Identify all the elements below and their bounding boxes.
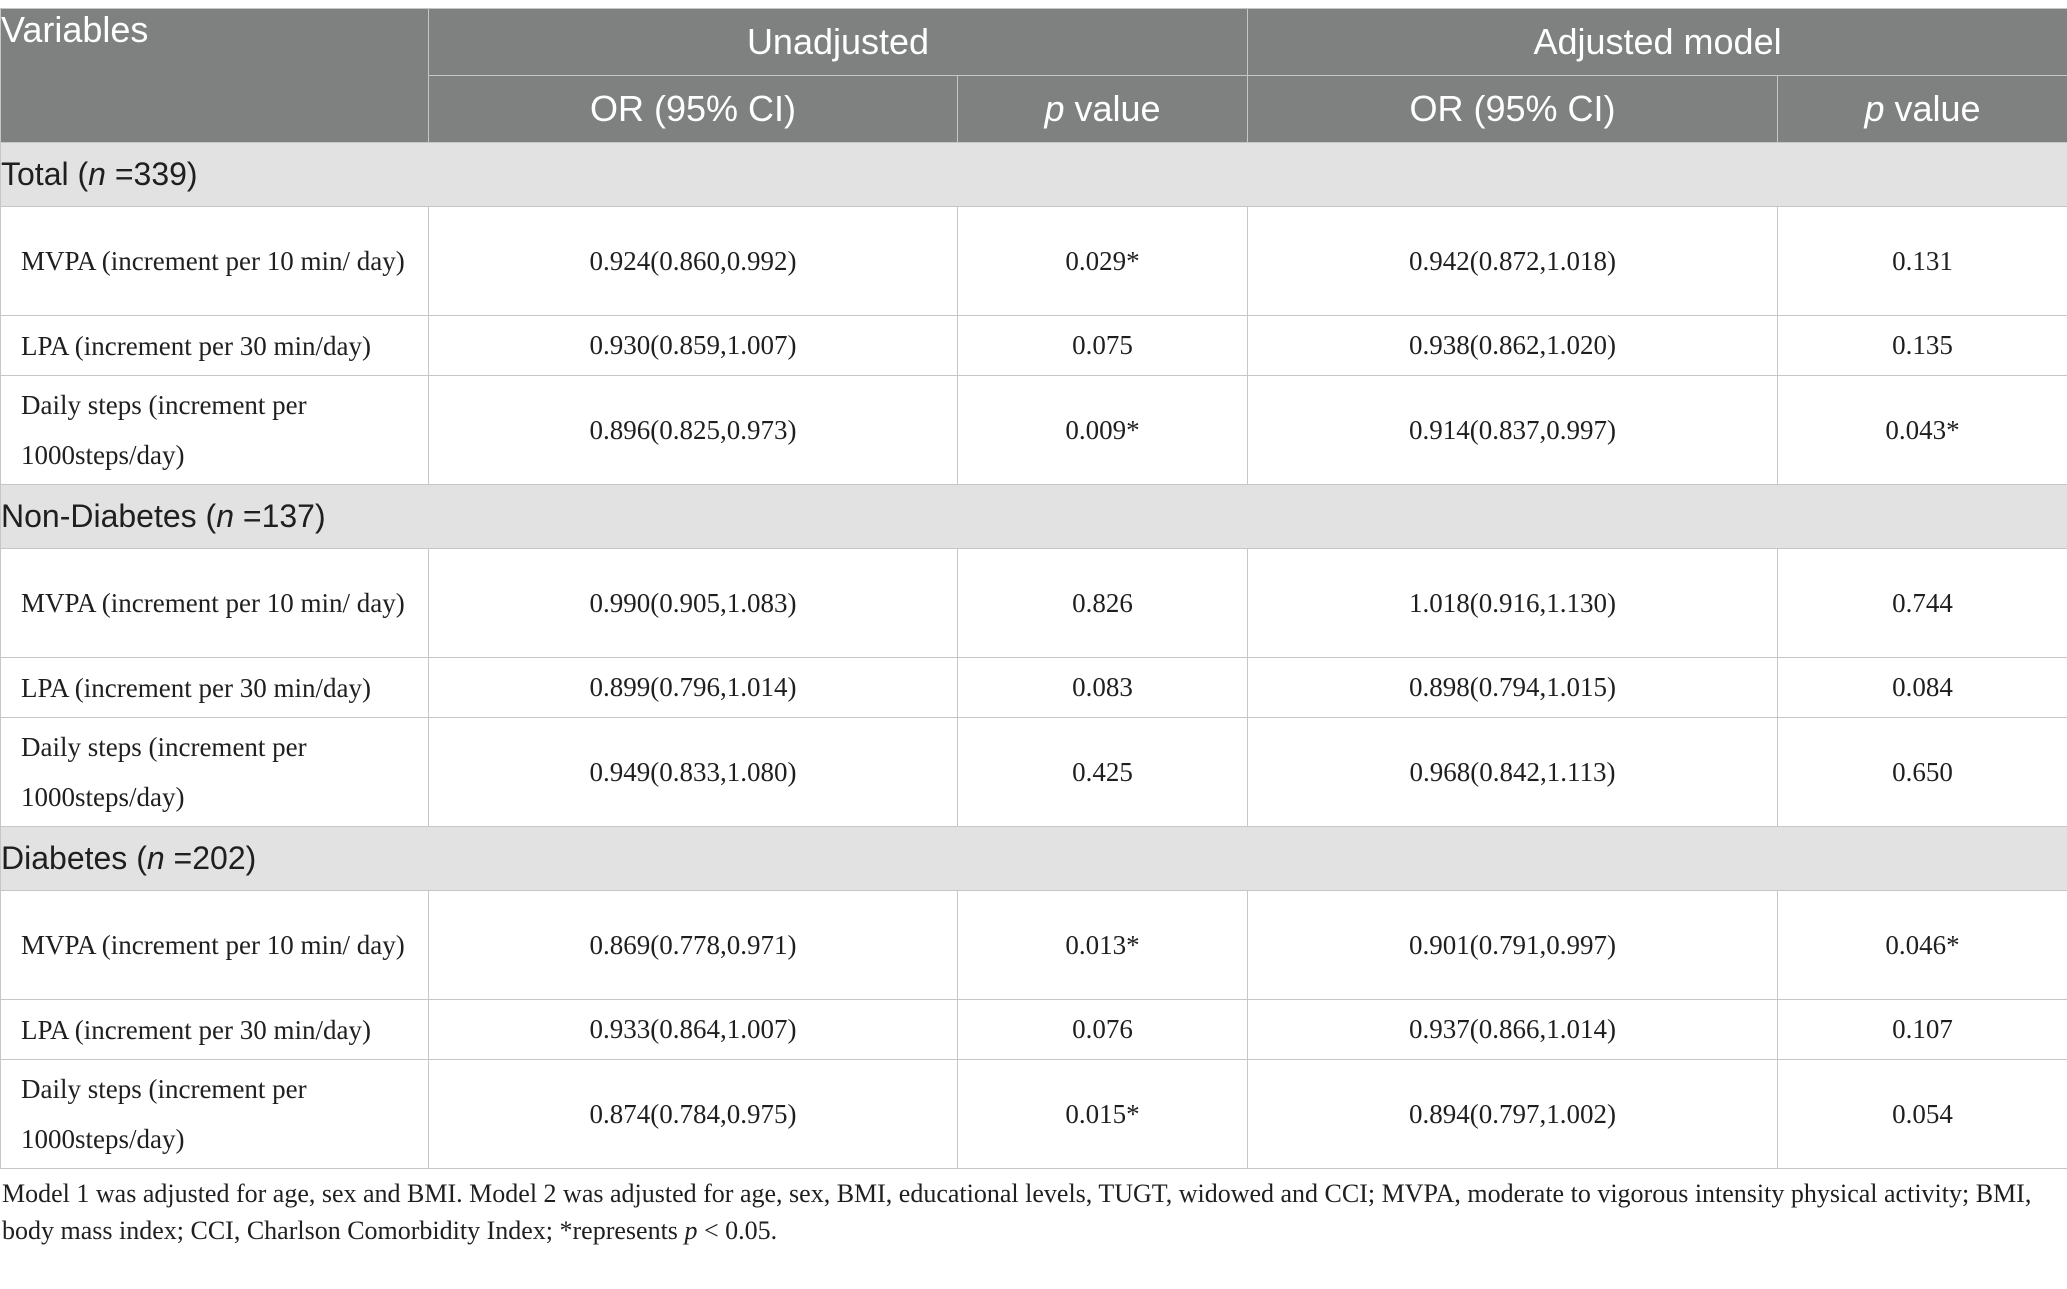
- p-unadjusted-cell: 0.075: [958, 316, 1248, 376]
- section-header: [1, 827, 2067, 891]
- variable-cell: LPA (increment per 30 min/day): [1, 316, 429, 376]
- footnote-text-before: Model 1 was adjusted for age, sex and BMI. Model 2 was adjusted for age, sex, BMI, educational levels, TUGT, widowed and CCI; MVPA, moderate to vigorous intensity physical activity; BMI, body mass index; CCI, Charlson Comorbidity Index; *represents: [2, 1179, 2032, 1245]
- p-unadjusted-cell: 0.015*: [958, 1060, 1248, 1169]
- or-unadjusted-cell: 0.990(0.905,1.083): [429, 549, 958, 658]
- header-variables: Variables: [1, 9, 429, 143]
- header-row-groups: [1, 9, 2067, 76]
- variable-cell: Daily steps (increment per 1000steps/day): [1, 718, 429, 827]
- header-or-unadjusted: OR (95% CI): [429, 76, 958, 143]
- variable-cell: MVPA (increment per 10 min/ day): [1, 549, 429, 658]
- p-adjusted-cell: 0.135: [1778, 316, 2067, 376]
- variable-cell: MVPA (increment per 10 min/ day): [1, 891, 429, 1000]
- p-value-label: value: [1064, 88, 1161, 129]
- results-table: [0, 8, 2067, 1169]
- section-name: Total: [1, 156, 69, 192]
- table-row: [1, 549, 2067, 658]
- table-row: [1, 891, 2067, 1000]
- p-adjusted-cell: 0.046*: [1778, 891, 2067, 1000]
- or-unadjusted-cell: 0.949(0.833,1.080): [429, 718, 958, 827]
- or-adjusted-cell: 0.968(0.842,1.113): [1248, 718, 1778, 827]
- section-header: [1, 143, 2067, 207]
- or-unadjusted-cell: 0.874(0.784,0.975): [429, 1060, 958, 1169]
- or-unadjusted-cell: 0.924(0.860,0.992): [429, 207, 958, 316]
- section-row: [1, 827, 2067, 891]
- variable-cell: Daily steps (increment per 1000steps/day): [1, 1060, 429, 1169]
- variable-cell: LPA (increment per 30 min/day): [1, 1000, 429, 1060]
- footnote-p-italic: p: [684, 1216, 698, 1245]
- p-unadjusted-cell: 0.425: [958, 718, 1248, 827]
- footnote-text-after: < 0.05.: [697, 1216, 778, 1245]
- or-adjusted-cell: 0.937(0.866,1.014): [1248, 1000, 1778, 1060]
- or-adjusted-cell: 0.938(0.862,1.020): [1248, 316, 1778, 376]
- table-figure: [0, 8, 2067, 1249]
- header-unadjusted: Unadjusted: [429, 9, 1248, 76]
- p-adjusted-cell: 0.043*: [1778, 376, 2067, 485]
- section-paren-close: ): [245, 840, 257, 876]
- or-unadjusted-cell: 0.896(0.825,0.973): [429, 376, 958, 485]
- table-body: [1, 143, 2067, 1169]
- section-n-italic: n: [88, 156, 106, 192]
- section-n-italic: n: [216, 498, 234, 534]
- table-row: [1, 1060, 2067, 1169]
- or-unadjusted-cell: 0.869(0.778,0.971): [429, 891, 958, 1000]
- or-unadjusted-cell: 0.933(0.864,1.007): [429, 1000, 958, 1060]
- p-unadjusted-cell: 0.083: [958, 658, 1248, 718]
- p-adjusted-cell: 0.744: [1778, 549, 2067, 658]
- p-italic: p: [1044, 88, 1065, 129]
- section-n-value: =202: [164, 840, 246, 876]
- section-name: Diabetes: [1, 840, 128, 876]
- p-adjusted-cell: 0.131: [1778, 207, 2067, 316]
- or-unadjusted-cell: 0.899(0.796,1.014): [429, 658, 958, 718]
- variable-cell: MVPA (increment per 10 min/ day): [1, 207, 429, 316]
- section-n-value: =339: [105, 156, 187, 192]
- p-italic: p: [1864, 88, 1885, 129]
- section-header: [1, 485, 2067, 549]
- table-row: [1, 718, 2067, 827]
- table-header: [1, 9, 2067, 143]
- header-adjusted-model: Adjusted model: [1248, 9, 2067, 76]
- table-row: [1, 207, 2067, 316]
- or-adjusted-cell: 0.894(0.797,1.002): [1248, 1060, 1778, 1169]
- section-row: [1, 143, 2067, 207]
- p-unadjusted-cell: 0.009*: [958, 376, 1248, 485]
- p-adjusted-cell: 0.107: [1778, 1000, 2067, 1060]
- header-or-adjusted: OR (95% CI): [1248, 76, 1778, 143]
- or-adjusted-cell: 0.901(0.791,0.997): [1248, 891, 1778, 1000]
- p-adjusted-cell: 0.054: [1778, 1060, 2067, 1169]
- section-paren-open: (: [68, 156, 89, 192]
- section-paren-open: (: [127, 840, 147, 876]
- variable-cell: Daily steps (increment per 1000steps/day): [1, 376, 429, 485]
- or-adjusted-cell: 0.914(0.837,0.997): [1248, 376, 1778, 485]
- p-adjusted-cell: 0.084: [1778, 658, 2067, 718]
- section-row: [1, 485, 2067, 549]
- or-unadjusted-cell: 0.930(0.859,1.007): [429, 316, 958, 376]
- header-p-adjusted: [1778, 76, 2067, 143]
- table-row: [1, 658, 2067, 718]
- p-adjusted-cell: 0.650: [1778, 718, 2067, 827]
- p-value-label: value: [1884, 88, 1981, 129]
- section-paren-close: ): [186, 156, 198, 192]
- table-row: [1, 316, 2067, 376]
- p-unadjusted-cell: 0.826: [958, 549, 1248, 658]
- section-paren-open: (: [196, 498, 217, 534]
- p-unadjusted-cell: 0.013*: [958, 891, 1248, 1000]
- or-adjusted-cell: 0.898(0.794,1.015): [1248, 658, 1778, 718]
- header-p-unadjusted: [958, 76, 1248, 143]
- section-n-value: =137: [234, 498, 315, 534]
- variable-cell: LPA (increment per 30 min/day): [1, 658, 429, 718]
- section-n-italic: n: [146, 840, 165, 876]
- or-adjusted-cell: 1.018(0.916,1.130): [1248, 549, 1778, 658]
- table-row: [1, 376, 2067, 485]
- p-unadjusted-cell: 0.029*: [958, 207, 1248, 316]
- section-name: Non-Diabetes: [1, 498, 197, 534]
- section-paren-close: ): [314, 498, 326, 534]
- table-footnote: [0, 1169, 2067, 1249]
- or-adjusted-cell: 0.942(0.872,1.018): [1248, 207, 1778, 316]
- p-unadjusted-cell: 0.076: [958, 1000, 1248, 1060]
- table-row: [1, 1000, 2067, 1060]
